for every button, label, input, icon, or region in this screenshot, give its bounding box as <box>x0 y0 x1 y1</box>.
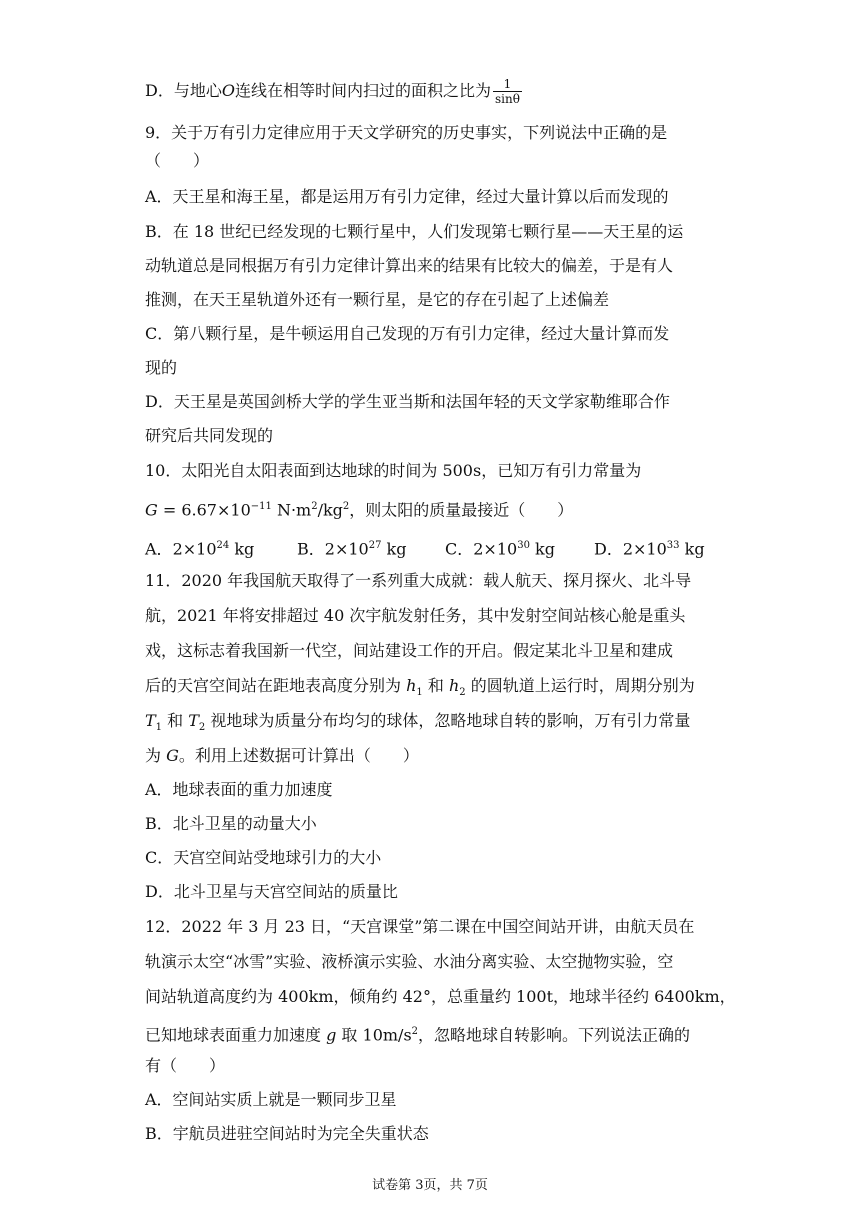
option-unit: kg <box>229 539 255 559</box>
var-t: T <box>145 711 156 730</box>
q9-option-d-line2: 研究后共同发现的 <box>145 426 274 445</box>
option-exp: 30 <box>517 540 530 551</box>
superscript: 2 <box>411 1026 419 1037</box>
q9-stem: 9．关于万有引力定律应用于天文学研究的历史事实，下列说法中正确的是 <box>145 123 668 142</box>
q11-line1: 11．2020 年我国航天取得了一系列重大成就：载人航天、探月探火、北斗导 <box>145 571 692 590</box>
var-h: h <box>406 676 417 695</box>
q9-option-c-line2: 现的 <box>145 358 178 377</box>
text: 视地球为质量分布均匀的球体，忽略地球自转的影响，万有引力常量 <box>205 711 691 730</box>
q9-option-b-line2: 动轨道总是同根据万有引力定律计算出来的结果有比较大的偏差，于是有人 <box>145 256 674 275</box>
q10-kg2: 2 <box>342 501 350 512</box>
var-g: g <box>326 1025 337 1045</box>
q11-option-a: A．地球表面的重力加速度 <box>145 780 333 799</box>
q8-d-mid: 连线在相等时间内扫过的面积之比为 <box>234 81 491 100</box>
text: 为 <box>145 746 167 765</box>
q10-stem: 10．太阳光自太阳表面到达地球的时间为 500s，已知万有引力常量为 <box>145 461 642 480</box>
q8-d-o: O <box>221 81 235 100</box>
option-base: 2×10 <box>172 539 217 559</box>
text: ，忽略地球自转影响。下列说法正确的 <box>418 1025 691 1045</box>
text: 后的天宫空间站在距地表高度分别为 <box>145 676 407 695</box>
option-label: C． <box>445 539 474 559</box>
text: 已知地球表面重力加速度 <box>145 1025 327 1045</box>
q10-formula <box>145 496 573 521</box>
q9-paren: （ ） <box>145 151 210 170</box>
option-base: 2×10 <box>473 539 518 559</box>
option-label: B． <box>297 539 325 559</box>
option-unit: kg <box>679 539 705 559</box>
option-label: A． <box>145 539 173 559</box>
q10-option-c <box>445 535 555 560</box>
option-base: 2×10 <box>324 539 369 559</box>
q8-d-fraction <box>493 77 522 106</box>
q9-option-a: A．天王星和海王星，都是运用万有引力定律，经过大量计算以后而发现的 <box>145 187 669 206</box>
q11-line5 <box>145 710 690 739</box>
text: 的圆轨道上运行时，周期分别为 <box>465 676 695 695</box>
fraction-denominator: sinθ <box>494 92 520 106</box>
q12-line5: 有（ ） <box>145 1056 226 1075</box>
q11-line6 <box>145 745 419 767</box>
q9-option-c-line1: C．第八颗行星，是牛顿运用自己发现的万有引力定律，经过大量计算而发 <box>145 324 670 343</box>
q12-line2: 轨演示太空“冰雪”实验、液桥演示实验、水油分离实验、太空抛物实验，空 <box>145 952 674 971</box>
text: 和 <box>162 711 189 730</box>
subscript: 1 <box>416 687 423 699</box>
q11-line3: 戏，这标志着我国新一代空，间站建设工作的开启。假定某北斗卫星和建成 <box>145 641 674 660</box>
q9-option-d-line1: D．天王星是英国剑桥大学的学生亚当斯和法国年轻的天文学家勒维耶合作 <box>145 392 670 411</box>
q10-m2: 2 <box>311 501 318 512</box>
option-unit: kg <box>529 539 555 559</box>
option-label: D． <box>594 539 623 559</box>
q12-option-b: B．宇航员进驻空间站时为完全失重状态 <box>145 1124 429 1143</box>
subscript: 1 <box>155 722 163 734</box>
page-footer: 试卷第 3页，共 7页 <box>372 1178 488 1193</box>
q10-option-b <box>297 535 406 560</box>
q10-unit: N·m <box>271 500 312 520</box>
q10-g: G <box>145 500 158 520</box>
q9-option-b-line1: B．在 18 世纪已经发现的七颗行星中，人们发现第七颗行星——天王星的运 <box>145 222 684 241</box>
text: 取 10m/s <box>336 1025 412 1045</box>
q9-option-b-line3: 推测，在天王星轨道外还有一颗行星，是它的存在引起了上述偏差 <box>145 290 610 309</box>
q12-line3: 间站轨道高度约为 400km，倾角约 42°，总重量约 100t，地球半径约 6400km， <box>145 987 736 1006</box>
q12-option-a: A．空间站实质上就是一颗同步卫星 <box>145 1090 397 1109</box>
q11-line2: 航，2021 年将安排超过 40 次宇航发射任务，其中发射空间站核心舱是重头 <box>145 606 686 625</box>
subscript: 2 <box>459 687 466 699</box>
var-g: G <box>166 746 179 765</box>
q11-option-c: C．天宫空间站受地球引力的大小 <box>145 848 382 867</box>
q10-tail: ，则太阳的质量最接近（ ） <box>349 500 574 520</box>
q8-d-prefix: D．与地心 <box>145 81 222 100</box>
option-exp: 33 <box>666 540 680 551</box>
q10-option-a <box>145 535 254 560</box>
q10-eq: = 6.67×10 <box>157 500 251 520</box>
q11-option-d: D．北斗卫星与天宫空间站的质量比 <box>145 882 398 901</box>
option-base: 2×10 <box>622 539 667 559</box>
option-unit: kg <box>381 539 407 559</box>
subscript: 2 <box>198 722 206 734</box>
text: 和 <box>422 676 449 695</box>
q10-option-d <box>594 535 705 560</box>
text: 。利用上述数据可计算出（ ） <box>178 746 419 765</box>
q11-line4 <box>145 675 695 704</box>
q12-line4 <box>145 1021 690 1046</box>
q10-exp: −11 <box>250 501 272 512</box>
option-exp: 24 <box>216 540 230 551</box>
q12-line1: 12．2022 年 3 月 23 日，“天宫课堂”第二课在中国空间站开讲，由航天员在 <box>145 917 695 936</box>
option-exp: 27 <box>368 540 382 551</box>
q10-kg: /kg <box>317 500 343 520</box>
fraction-numerator: 1 <box>493 77 522 92</box>
var-t: T <box>188 711 199 730</box>
var-h: h <box>448 676 460 695</box>
q11-option-b: B．北斗卫星的动量大小 <box>145 814 317 833</box>
q8-option-d <box>145 77 522 106</box>
